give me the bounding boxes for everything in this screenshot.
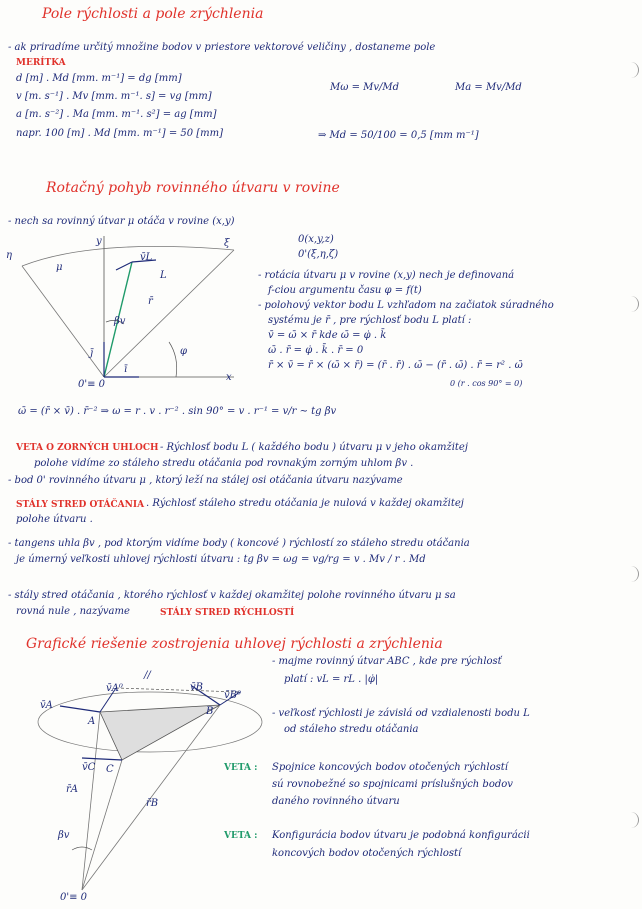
tangent-text-1: - tangens uhla βv , pod ktorým vidíme body ( koncové ) rýchlostí zo stáleho stredu otáčania bbox=[8, 538, 470, 549]
position-ra-label: r̄A bbox=[66, 784, 79, 795]
binder-hole bbox=[630, 62, 639, 78]
fixed-center-text-3: polohe útvaru . bbox=[16, 514, 93, 525]
theorem-2-line-3: daného rovinného útvaru bbox=[272, 796, 400, 807]
scale-row-velocity: v [m. s⁻¹] . Mv [mm. m⁻¹. s] = vg [mm] bbox=[16, 91, 212, 102]
scale-row-distance: d [m] . Md [mm. m⁻¹] = dg [mm] bbox=[16, 73, 182, 84]
y-axis-label: y bbox=[96, 236, 102, 247]
theorem-2-label: VETA : bbox=[224, 763, 258, 773]
velocity-va-label: v̄A bbox=[40, 700, 53, 711]
theorem-3-label: VETA : bbox=[224, 831, 258, 841]
graphical-bullet-1: - majme rovinný útvar ABC , kde pre rýchlosť bbox=[272, 656, 502, 667]
rotation-bullet-3: - polohový vektor bodu L vzhľadom na začiatok súradného bbox=[258, 300, 554, 311]
tangent-text-2: je úmerný veľkosti uhlovej rýchlosti útvaru : tg βv = ωg = vg/rg = v . Mv / r . Md bbox=[16, 554, 426, 565]
point-c-label: C bbox=[106, 764, 114, 775]
velocity-center-text-2: rovná nule , nazývame bbox=[16, 606, 130, 617]
formula-md-example: ⇒ Md = 50/100 = 0,5 [mm m⁻¹] bbox=[318, 130, 479, 141]
equation-velocity: v̄ = ω̄ × r̄ kde ω̄ = φ̇ . k̄ bbox=[268, 330, 387, 341]
rotation-intro: - nech sa rovinný útvar μ otáča v rovine (x,y) bbox=[8, 216, 235, 227]
formula-m-omega: Mω = Mv/Md bbox=[330, 82, 400, 93]
point-l-label: L bbox=[160, 270, 167, 281]
velocity-vl-label: v̄L bbox=[140, 252, 153, 263]
binder-hole bbox=[630, 812, 639, 828]
section-title-graphical: Grafické riešenie zostrojenia uhlovej rýchlosti a zrýchlenia bbox=[26, 636, 443, 652]
origin-label-2: 0'≡ 0 bbox=[60, 892, 88, 903]
theorem-view-angles-text-2: polohe vidíme zo stáleho stredu otáčania pod rovnakým zorným uhlom βv . bbox=[34, 458, 414, 469]
theorem-view-angles-text: - Rýchlosť bodu L ( každého bodu ) útvaru μ v jeho okamžitej bbox=[160, 442, 468, 453]
graphical-bullet-1b: platí : vL = rL . |φ̇| bbox=[284, 674, 379, 685]
theorem-3-line-2: koncových bodov otočených rýchlostí bbox=[272, 848, 462, 859]
formula-m-a: Ma = Mv/Md bbox=[455, 82, 522, 93]
point-b-label: B bbox=[206, 706, 214, 717]
rotation-diagram bbox=[4, 232, 244, 382]
angle-bv-label: βv bbox=[114, 316, 126, 327]
fixed-center-text-1: - bod 0' rovinného útvaru μ , ktorý leží na stálej osi otáčania útvaru nazývame bbox=[8, 475, 403, 486]
coord-system-2: 0'(ξ,η,ζ) bbox=[298, 249, 339, 260]
theorem-view-angles-label: VETA O ZORNÝCH UHLOCH bbox=[16, 443, 159, 453]
point-a-label: A bbox=[88, 716, 96, 727]
fixed-center-text-2: . Rýchlosť stáleho stredu otáčania je nulová v každej okamžitej bbox=[146, 498, 464, 509]
unit-i-label: ī bbox=[124, 364, 128, 375]
angle-phi-label: φ bbox=[180, 346, 188, 357]
graphical-bullet-2: - veľkosť rýchlosti je závislá od vzdialenosti bodu L bbox=[272, 708, 530, 719]
theorem-2-line-2: sú rovnobežné so spojnicami príslušných bodov bbox=[272, 779, 513, 790]
fixed-center-label: STÁLY STRED OTÁČANIA bbox=[16, 500, 145, 510]
equation-cross-note: 0 (r . cos 90° = 0) bbox=[450, 379, 523, 388]
unit-j-label: j̄ bbox=[90, 348, 94, 359]
equation-cross: r̄ × v̄ = r̄ × (ω̄ × r̄) = (r̄ . r̄) . ω̄ − (r̄ . ω̄) . r̄ = r² . ω̄ bbox=[268, 360, 523, 371]
mu-label: μ bbox=[56, 262, 63, 273]
graphical-bullet-2b: od stáleho stredu otáčania bbox=[284, 724, 419, 735]
velocity-vc-label: v̄C bbox=[82, 762, 96, 773]
rotation-bullet-1: - rotácia útvaru μ v rovine (x,y) nech je definovaná bbox=[258, 270, 515, 281]
velocity-center-text-1: - stály stred otáčania , ktorého rýchlosť v každej okamžitej polohe rovinného útvaru μ sa bbox=[8, 590, 456, 601]
position-rb-label: r̄B bbox=[146, 798, 159, 809]
theorem-3-line-1: Konfigurácia bodov útvaru je podobná konfigurácii bbox=[272, 830, 530, 841]
velocity-vb-label: v̄B bbox=[190, 682, 203, 693]
position-r-label: r̄ bbox=[148, 296, 153, 307]
section-title-fields: Pole rýchlosti a pole zrýchlenia bbox=[42, 6, 264, 22]
velocity-va0-label: v̄A⁰ bbox=[106, 683, 123, 694]
equation-omega: ω̄ = (r̄ × v̄) . r̄⁻² ⇒ ω = r . v . r⁻² . sin 90° = v . r⁻¹ = v/r ∼ tg βv bbox=[18, 406, 337, 417]
fields-intro: - ak priradíme určitý množine bodov v priestore vektorové veličiny , dostaneme pole bbox=[8, 42, 436, 53]
eta-axis-label: η bbox=[6, 250, 12, 261]
parallel-mark: // bbox=[144, 670, 151, 681]
binder-hole bbox=[630, 296, 639, 312]
origin-label: 0'≡ 0 bbox=[78, 379, 106, 390]
angle-bv-label-2: βv bbox=[58, 830, 70, 841]
velocity-vb0-label: v̄B⁰ bbox=[224, 690, 242, 701]
scale-row-example: napr. 100 [m] . Md [mm. m⁻¹] = 50 [mm] bbox=[16, 128, 224, 139]
scale-row-acceleration: a [m. s⁻²] . Ma [mm. m⁻¹. s²] = ag [mm] bbox=[16, 109, 217, 120]
binder-hole bbox=[630, 566, 639, 582]
rotation-bullet-4: systému je r̄ , pre rýchlosť bodu L platí : bbox=[268, 315, 472, 326]
velocity-center-label: STÁLY STRED RÝCHLOSTÍ bbox=[160, 608, 295, 618]
equation-dot: ω̄ . r̄ = φ̇ . k̄ . r̄ = 0 bbox=[268, 345, 364, 356]
xi-axis-label: ξ bbox=[224, 238, 230, 249]
rotation-bullet-2: f-ciou argumentu času φ = f(t) bbox=[268, 285, 422, 296]
scales-label: MERÍTKA bbox=[16, 58, 66, 68]
theorem-2-line-1: Spojnice koncových bodov otočených rýchlostí bbox=[272, 762, 508, 773]
x-axis-label: x bbox=[226, 372, 232, 383]
coord-system-1: 0(x,y,z) bbox=[298, 234, 334, 245]
section-title-rotation: Rotačný pohyb rovinného útvaru v rovine bbox=[46, 180, 340, 196]
